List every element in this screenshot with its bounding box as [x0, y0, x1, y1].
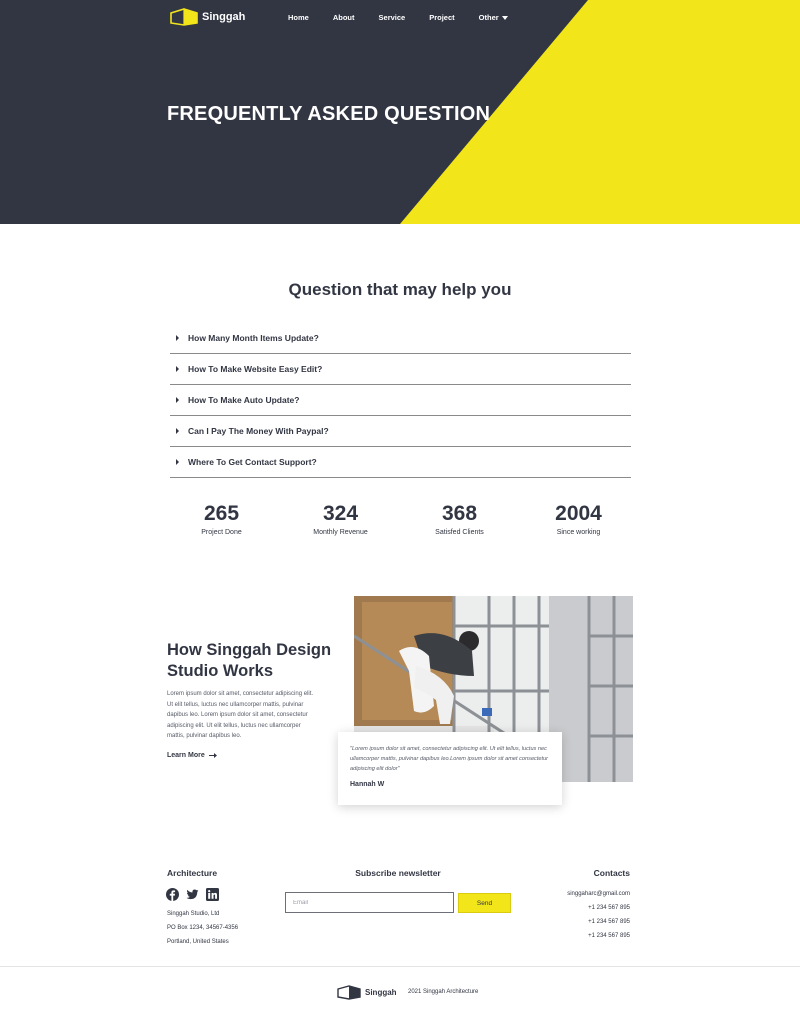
- linkedin-icon[interactable]: [206, 888, 219, 901]
- address-line: PO Box 1234, 34567-4356: [167, 925, 239, 931]
- faq-list: [170, 323, 631, 478]
- faq-question: How To Make Auto Update?: [188, 395, 300, 405]
- nav-item-label: Service: [378, 13, 406, 22]
- how-description: Lorem ipsum dolor sit amet, consectetur adipiscing elit. Ut elit tellus, luctus nec ullamcorper mattis, pulvinar dapibus leo. Lorem ipsum dolor sit amet, consectetur adipiscing elit. Ut elit tellus, luctus nec ullamcorper mattis, pulvinar dapibus leo.: [167, 691, 314, 739]
- caret-right-icon: [176, 459, 179, 465]
- nav-item-label: Other: [478, 13, 499, 22]
- faq-item[interactable]: [170, 447, 631, 478]
- faq-question: Where To Get Contact Support?: [188, 457, 317, 467]
- how-title: How Singgah Design Studio Works: [167, 641, 332, 680]
- logo-icon: [337, 985, 361, 1000]
- faq-question: Can I Pay The Money With Paypal?: [188, 426, 329, 436]
- testimonial-card: [338, 732, 562, 805]
- stat-value: 324: [322, 502, 359, 525]
- bottom-bar: [0, 966, 800, 1015]
- nav-item-home[interactable]: [288, 13, 309, 22]
- footer-logo[interactable]: [337, 985, 397, 1000]
- stat-value: 368: [441, 502, 478, 525]
- caret-right-icon: [176, 428, 179, 434]
- caret-right-icon: [176, 335, 179, 341]
- logo-icon: [170, 8, 198, 26]
- stat-value: 2004: [555, 502, 602, 525]
- copyright-text: 2021 Singgah Architecture: [408, 989, 479, 995]
- nav-item-label: Project: [429, 13, 455, 22]
- nav-item-project[interactable]: [429, 13, 454, 22]
- stat-label: Since working: [556, 529, 601, 536]
- nav-item-about[interactable]: [333, 13, 355, 22]
- caret-right-icon: [176, 366, 179, 372]
- nav-item-label: About: [332, 13, 355, 22]
- contact-phone[interactable]: +1 234 567 895: [588, 933, 630, 939]
- nav-menu: [288, 13, 532, 22]
- stat-label: Project Done: [201, 529, 242, 536]
- faq-item[interactable]: [170, 385, 631, 416]
- testimonial-author: Hannah W: [350, 781, 385, 788]
- stat-satisfied-clients: [400, 502, 519, 536]
- learn-more-link[interactable]: [167, 752, 217, 759]
- stat-since-working: [519, 502, 638, 536]
- contact-email[interactable]: singgaharc@gmail.com: [567, 891, 630, 897]
- nav-item-service[interactable]: [379, 13, 406, 22]
- stat-monthly-revenue: [281, 502, 400, 536]
- stat-value: 265: [203, 502, 240, 525]
- faq-item[interactable]: [170, 354, 631, 385]
- stat-label: Satisfed Clients: [435, 529, 484, 536]
- footer-brand-name: Singgah: [365, 988, 397, 997]
- arrow-right-icon: [209, 753, 217, 758]
- faq-item[interactable]: [170, 323, 631, 354]
- contacts-title: Contacts: [593, 868, 630, 878]
- caret-down-icon: [502, 16, 508, 20]
- stat-label: Monthly Revenue: [313, 529, 368, 536]
- stats-row: [162, 502, 638, 536]
- faq-question: How To Make Website Easy Edit?: [188, 364, 323, 374]
- faq-question: How Many Month Items Update?: [188, 333, 319, 343]
- hero-section: [0, 0, 800, 224]
- twitter-icon[interactable]: [186, 888, 199, 901]
- footer-architecture-title: Architecture: [167, 868, 218, 878]
- contact-phone[interactable]: +1 234 567 895: [588, 919, 630, 925]
- nav-item-label: Home: [288, 13, 309, 22]
- caret-right-icon: [176, 397, 179, 403]
- learn-more-label: Learn More: [167, 752, 205, 759]
- send-button[interactable]: Send: [458, 893, 511, 913]
- address-line: Portland, United States: [167, 939, 229, 945]
- header-logo[interactable]: [170, 8, 245, 26]
- faq-title: Question that may help you: [288, 280, 512, 299]
- stat-project-done: [162, 502, 281, 536]
- email-field[interactable]: [285, 892, 454, 913]
- address-line: Singgah Studio, Ltd: [167, 911, 220, 917]
- contact-phone[interactable]: +1 234 567 895: [588, 905, 630, 911]
- newsletter-title: Subscribe newsletter: [355, 868, 441, 878]
- social-links: [166, 888, 219, 901]
- faq-item[interactable]: [170, 416, 631, 447]
- hero-title: FREQUENTLY ASKED QUESTION: [167, 103, 491, 125]
- top-nav: [0, 0, 800, 36]
- testimonial-quote: "Lorem ipsum dolor sit amet, consectetur adipiscing elit. Ut elit tellus, luctus nec ullamcorper mattis, pulvinar dapibus leo.Lorem ipsum dolor sit amet consectetur adipiscing elit dolor": [350, 746, 549, 772]
- nav-item-other[interactable]: [479, 13, 508, 22]
- brand-name: Singgah: [202, 11, 246, 23]
- facebook-icon[interactable]: [166, 888, 179, 901]
